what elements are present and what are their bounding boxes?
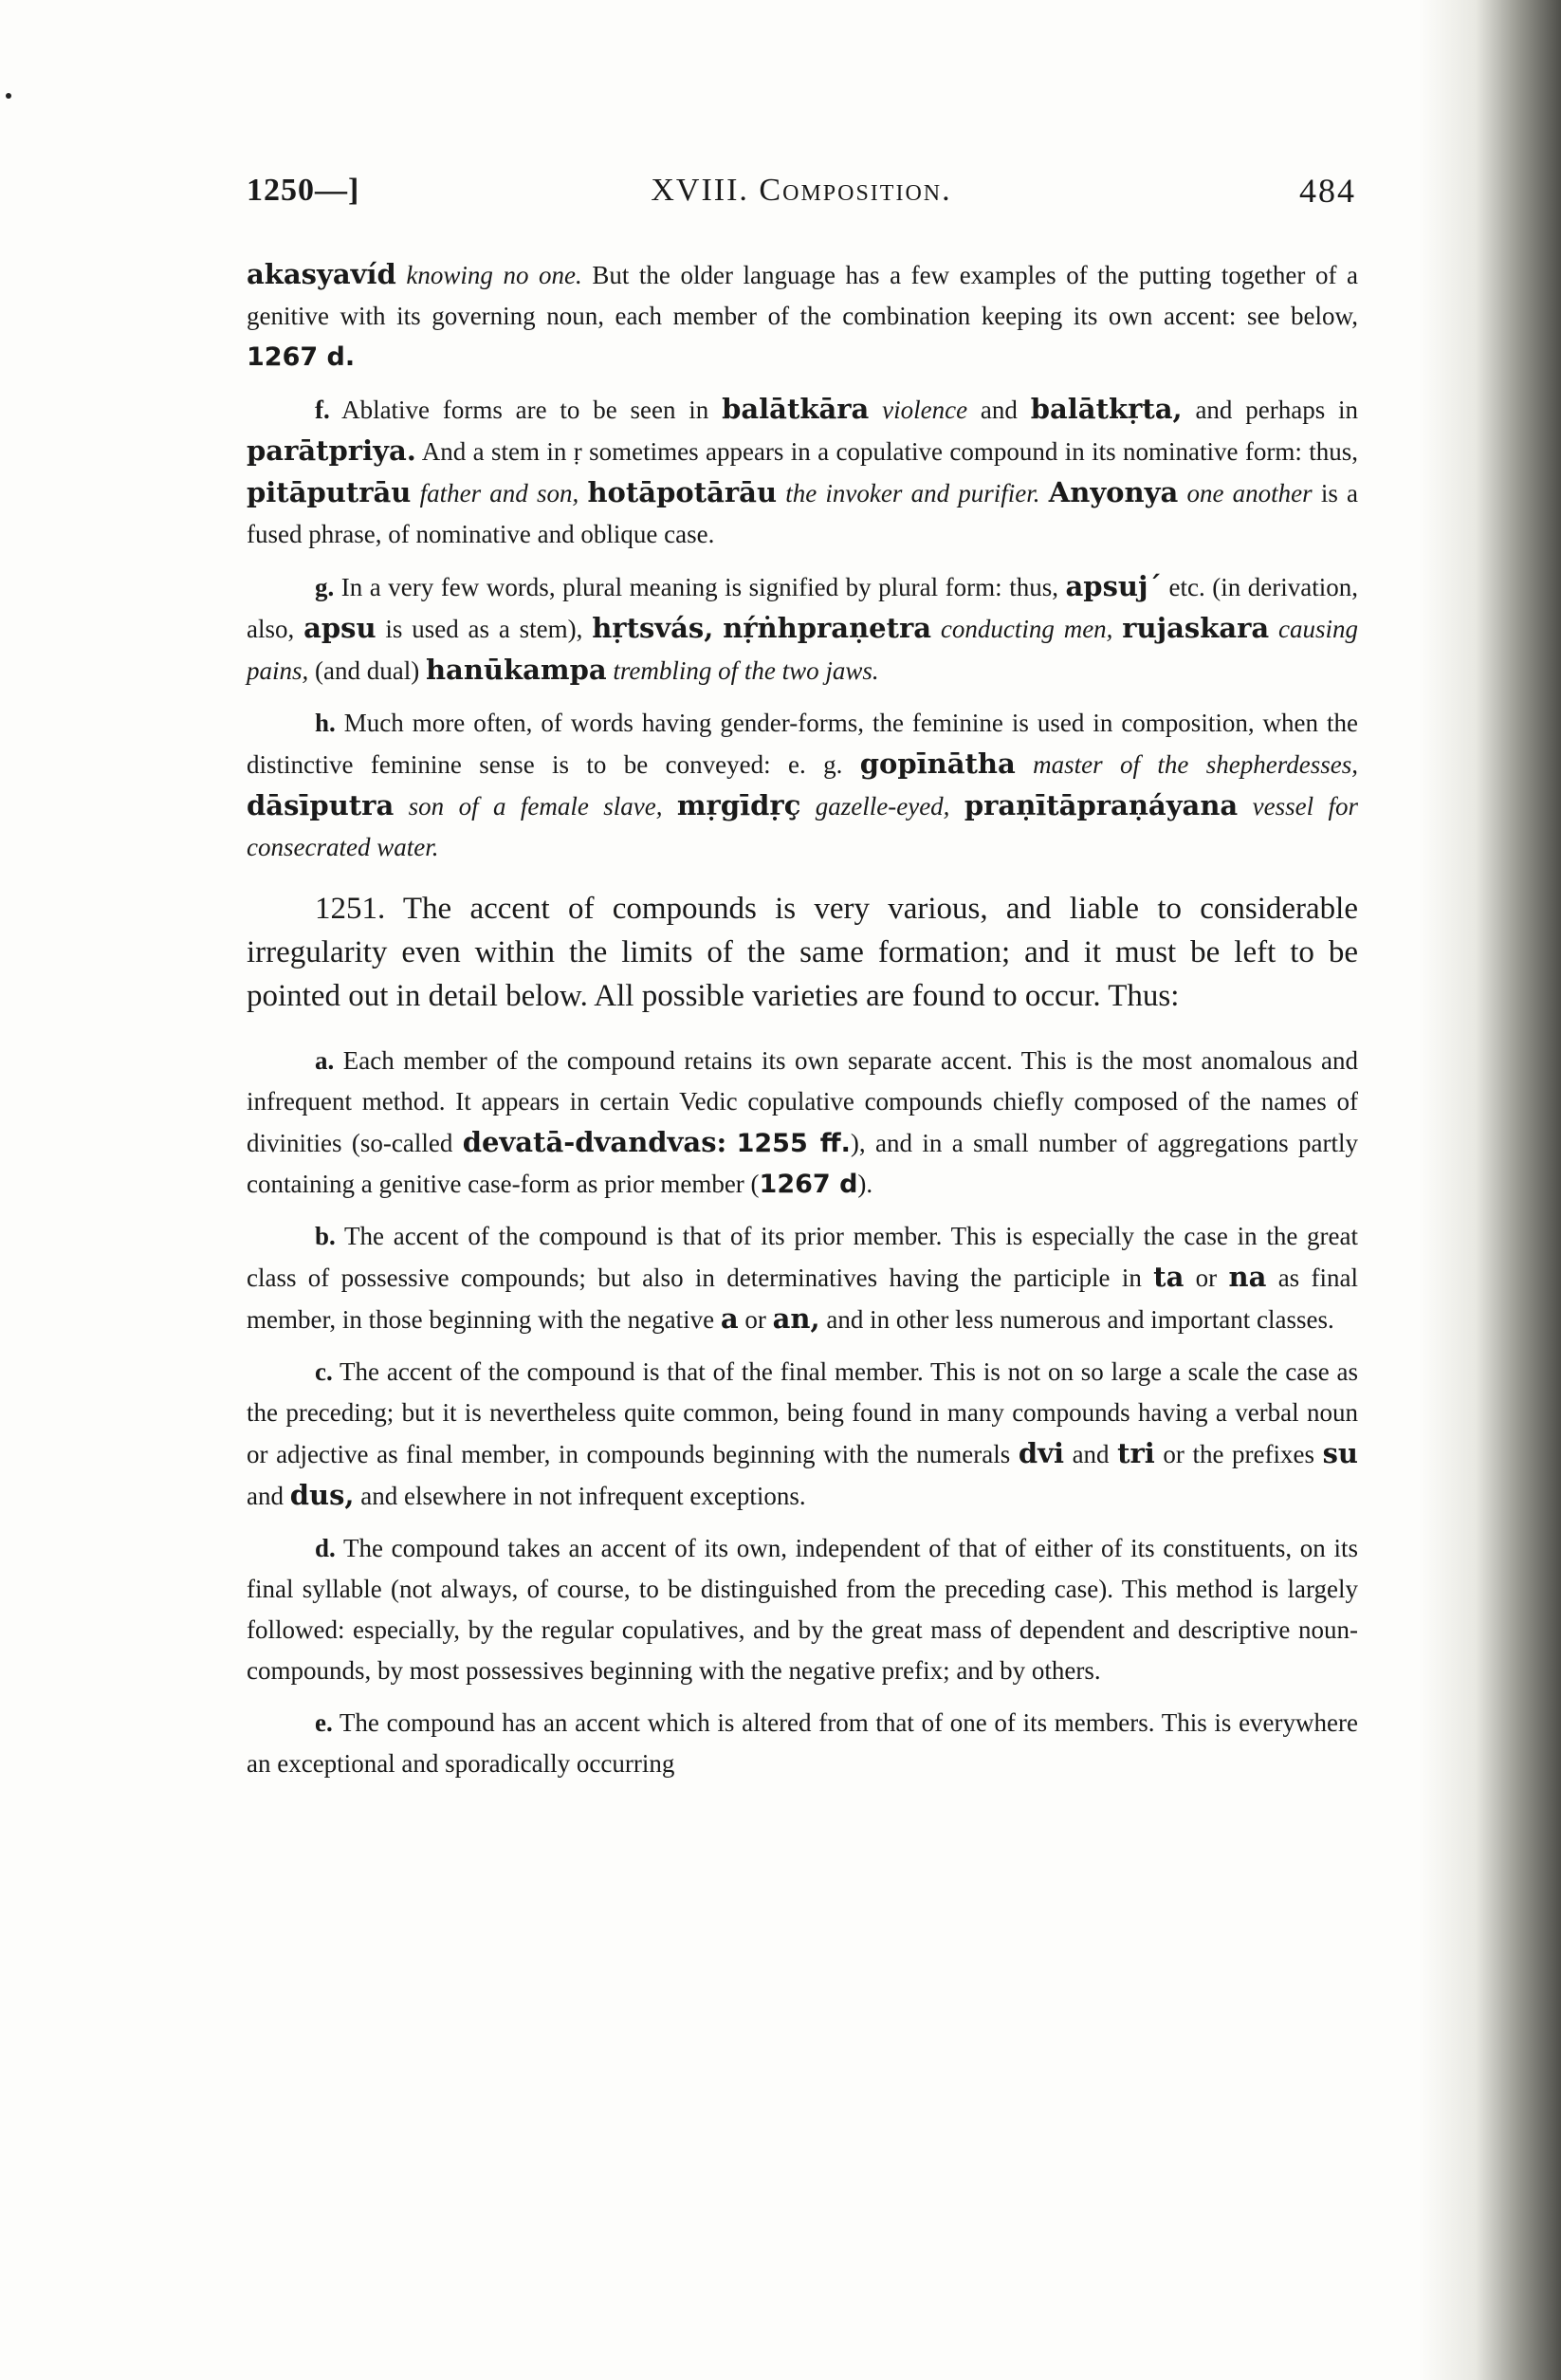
paragraph-b: b. The accent of the compound is that of its prior member. This is especially the case in the great class of possessive compounds; but also in determinatives having the participle in ta or na as final member, in those beginning with the negative a or an, and in other less numerous and important classes. xyxy=(247,1222,1358,1335)
chapter-title: XVIII. Composition. xyxy=(651,173,952,208)
page-body xyxy=(247,254,1358,1784)
paragraph-d: d. The compound takes an accent of its own, independent of that of either of its constituents, on its final syllable (not always, of course, to be distinguished from the preceding case). This method is largely followed: especially, by the regular copulatives, and by the great mass of dependent and descriptive noun-compounds, by most possessives beginning with the negative prefix; and by others. xyxy=(247,1534,1358,1685)
running-header xyxy=(247,167,1356,214)
paragraph-f: f. Ablative forms are to be seen in balātkāra violence and balātkṛta, and perhaps in parātpriya. And a stem in ṛ sometimes appears in a copulative compound in its nominative form: thus, pitāputrāu father and son, hotāpotārāu the invoker and purifier. Anyonya one another is a fused phrase, of nominative and oblique case. xyxy=(247,393,1359,548)
paragraph-h: h. Much more often, of words having gender-forms, the feminine is used in composition, when the distinctive feminine sense is to be conveyed: e. g. gopīnātha master of the shepherdesses, dāsīputra son of a female slave, mṛgīdṛç gazelle-eyed, praṇītāpraṇáyana vessel for consecrated water. xyxy=(247,709,1359,861)
binding-shadow xyxy=(1419,0,1561,2380)
page-number: 484 xyxy=(1299,172,1356,210)
paragraph-1251: 1251. The accent of compounds is very various, and liable to considerable irregularity even within the limits of the same formation; and it must be left to be pointed out in detail below. All possible varieties are found to occur. Thus: xyxy=(247,892,1358,1013)
section-reference: 1250—] xyxy=(247,173,360,208)
paragraph-a: a. Each member of the compound retains its own separate accent. This is the most anomalous and infrequent method. It appears in certain Vedic copulative compounds chiefly composed of the names of divinities (so-called devatā-dvandvas: 1255 ff.), and in a small number of aggregations partly containing a genitive case-form as prior member (1267 d). xyxy=(247,1046,1358,1199)
paragraph-e: e. The compound has an accent which is altered from that of one of its members. This is everywhere an exceptional and sporadically occurring xyxy=(247,1708,1358,1778)
paragraph-c: c. The accent of the compound is that of the final member. This is not on so large a scale the case as the preceding; but it is nevertheless quite common, being found in many compounds having a verbal noun or adjective as final member, in compounds beginning with the numerals dvi and tri or the prefixes su and dus, and elsewhere in not infrequent exceptions. xyxy=(247,1357,1358,1511)
scan-speck xyxy=(6,93,11,99)
paragraph-continued: akasyavíd knowing no one. But the older language has a few examples of the putting together of a genitive with its governing noun, each member of the combination keeping its own accent: see below, 1267 d. xyxy=(247,258,1358,372)
paragraph-g: g. In a very few words, plural meaning is signified by plural form: thus, apsuj´ etc. (in derivation, also, apsu is used as a stem), hṛtsvás, nṛ́ṅhpraṇetra conducting men, rujaskara causing pains, (and dual) hanūkampa trembling of the two jaws. xyxy=(247,570,1359,686)
